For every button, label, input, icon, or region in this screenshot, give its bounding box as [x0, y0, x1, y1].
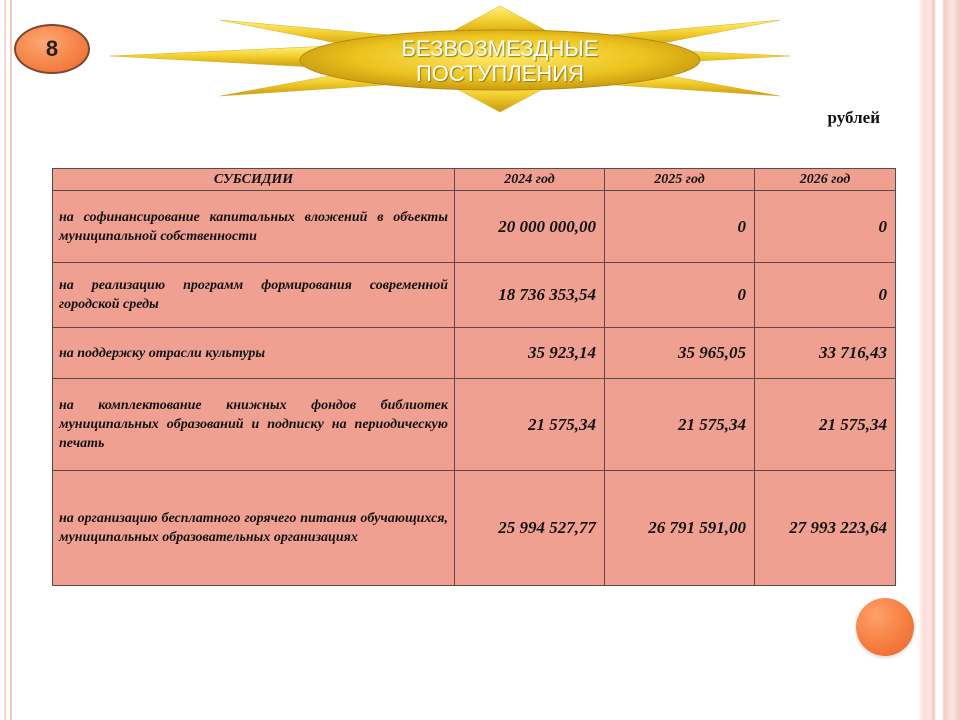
decorative-orange-circle — [856, 598, 914, 656]
row-label: на софинансирование капитальных вложений в объекты муниципальной собственности — [53, 191, 455, 263]
value-2026: 0 — [755, 191, 896, 263]
title-line-1: БЕЗВОЗМЕЗДНЫЕ — [401, 36, 599, 61]
slide-title — [362, 36, 638, 86]
units-label: рублей — [827, 108, 880, 127]
value-2026: 0 — [755, 263, 896, 328]
value-2025: 0 — [605, 263, 755, 328]
title-line-2: ПОСТУПЛЕНИЯ — [415, 61, 584, 86]
table-row — [53, 379, 896, 471]
left-frame-stripe — [0, 0, 12, 720]
value-2025: 26 791 591,00 — [605, 471, 755, 586]
value-2025: 0 — [605, 191, 755, 263]
row-label: на реализацию программ формирования современной городской среды — [53, 263, 455, 328]
value-2026: 27 993 223,64 — [755, 471, 896, 586]
value-2024: 18 736 353,54 — [455, 263, 605, 328]
value-2025: 21 575,34 — [605, 379, 755, 471]
header-subsidies: СУБСИДИИ — [53, 169, 455, 191]
table-row — [53, 471, 896, 586]
page-number: 8 — [45, 36, 59, 61]
table-row — [53, 328, 896, 379]
header-2026: 2026 год — [755, 169, 896, 191]
table-row — [53, 191, 896, 263]
row-label: на поддержку отрасли культуры — [53, 328, 455, 379]
header-2025: 2025 год — [605, 169, 755, 191]
row-label: на организацию бесплатного горячего питания обучающихся, муниципальных образовательных организациях — [53, 471, 455, 586]
value-2024: 25 994 527,77 — [455, 471, 605, 586]
page-number-badge — [14, 24, 90, 74]
value-2024: 21 575,34 — [455, 379, 605, 471]
subsidies-table — [52, 168, 896, 586]
value-2025: 35 965,05 — [605, 328, 755, 379]
value-2026: 21 575,34 — [755, 379, 896, 471]
value-2024: 20 000 000,00 — [455, 191, 605, 263]
table-header-row — [53, 169, 896, 191]
header-2024: 2024 год — [455, 169, 605, 191]
right-frame-stripes — [918, 0, 960, 720]
row-label: на комплектование книжных фондов библиотек муниципальных образований и подписку на периодическую печать — [53, 379, 455, 471]
table-row — [53, 263, 896, 328]
value-2026: 33 716,43 — [755, 328, 896, 379]
value-2024: 35 923,14 — [455, 328, 605, 379]
